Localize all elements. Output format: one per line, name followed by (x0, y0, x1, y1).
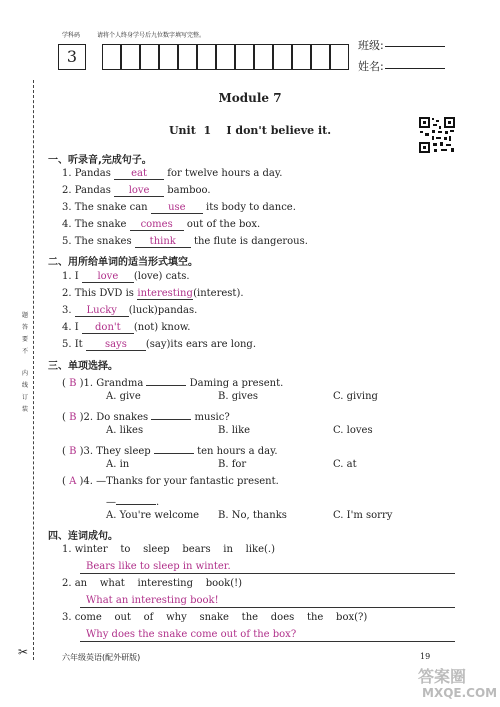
choice-answer[interactable]: B (69, 446, 77, 457)
list-item: 1. I love (love) cats. (62, 271, 190, 282)
question-row: ( B )2. Do snakes music? (62, 408, 230, 424)
answer-line (80, 607, 455, 608)
section-1-heading: 一、听录音,完成句子。 (48, 155, 152, 166)
id-digit-box[interactable] (121, 44, 140, 70)
id-digit-box[interactable] (178, 44, 197, 70)
binding-line (33, 80, 34, 660)
list-item: 4. I don't (not) know. (62, 322, 191, 333)
section-2-heading: 二、用所给单词的适当形式填空。 (48, 257, 198, 268)
class-field[interactable] (385, 46, 445, 47)
choice-answer[interactable]: B (69, 412, 77, 423)
word-list: 2. an what interesting book(!) (62, 578, 243, 589)
unit-title: Unit 1 I don't believe it. (168, 124, 332, 137)
id-digit-box[interactable] (311, 44, 330, 70)
question-row: ( B )3. They sleep ten hours a day. (62, 442, 278, 458)
subject-code-box: 3 (58, 44, 86, 70)
option-c[interactable]: C. I'm sorry (333, 510, 393, 521)
list-item: 3. The snake can use its body to dance. (62, 202, 296, 213)
list-item: 5. It says (say)its ears are long. (62, 339, 257, 350)
class-label: 班级: (358, 39, 384, 52)
answer-sentence[interactable]: What an interesting book! (86, 595, 219, 606)
word-list: 1. winter to sleep bears in like(.) (62, 544, 276, 555)
reply-blank: — . (106, 493, 159, 509)
answer-line (80, 641, 455, 642)
id-digit-box[interactable] (140, 44, 159, 70)
id-digit-box[interactable] (235, 44, 254, 70)
id-digit-box[interactable] (197, 44, 216, 70)
list-item: 2. This DVD is interesting(interest). (62, 288, 244, 299)
question-row: ( A )4. —Thanks for your fantastic present. (62, 476, 279, 487)
id-digit-box[interactable] (292, 44, 311, 70)
option-b[interactable]: B. No, thanks (218, 510, 287, 521)
answer-sentence[interactable]: Why does the snake come out of the box? (86, 629, 297, 640)
answer-sentence[interactable]: Bears like to sleep in winter. (86, 561, 231, 572)
list-item: 1. Pandas eat for twelve hours a day. (62, 168, 283, 179)
answer-line (80, 573, 455, 574)
footer-book-title: 六年级英语(配外研版) (62, 653, 141, 662)
id-digit-box[interactable] (330, 44, 349, 70)
option-b[interactable]: B. for (218, 459, 247, 470)
id-digit-box[interactable] (273, 44, 292, 70)
question-row: ( B )1. Grandma Daming a present. (62, 374, 283, 390)
margin-labels: 题 答 要 不 内 线 订 装 (22, 312, 29, 413)
id-digit-box[interactable] (102, 44, 121, 70)
list-item: 3. Lucky (luck)pandas. (62, 305, 198, 316)
choice-answer[interactable]: A (69, 476, 77, 487)
option-c[interactable]: C. at (333, 459, 357, 470)
id-digit-box[interactable] (254, 44, 273, 70)
option-a[interactable]: A. give (106, 391, 141, 402)
option-a[interactable]: A. likes (106, 425, 144, 436)
option-c[interactable]: C. giving (333, 391, 378, 402)
option-b[interactable]: B. like (218, 425, 251, 436)
page-number: 19 (420, 652, 431, 661)
id-digit-box[interactable] (159, 44, 178, 70)
scissors-icon: ✂ (18, 645, 29, 659)
choice-answer[interactable]: B (69, 378, 77, 389)
id-digit-box[interactable] (216, 44, 235, 70)
name-field[interactable] (385, 68, 445, 69)
watermark: 答案圈 (418, 667, 467, 686)
list-item: 4. The snake comes out of the box. (62, 219, 261, 230)
list-item: 5. The snakes think the flute is dangerous. (62, 236, 308, 247)
option-b[interactable]: B. gives (218, 391, 259, 402)
option-c[interactable]: C. loves (333, 425, 373, 436)
page-title: Module 7 (218, 91, 282, 105)
header-instruction: 请将个人终身学号后九位数字填写完整。 (97, 32, 206, 39)
name-label: 姓名: (358, 60, 384, 73)
word-list: 3. come out of why snake the does the box(?) (62, 612, 368, 623)
list-item: 2. Pandas love bamboo. (62, 185, 211, 196)
option-a[interactable]: A. in (106, 459, 130, 470)
section-4-heading: 四、连词成句。 (48, 531, 118, 542)
qr-code-icon (418, 116, 456, 154)
option-a[interactable]: A. You're welcome (106, 510, 200, 521)
section-3-heading: 三、单项选择。 (48, 361, 118, 372)
subject-code-label: 学科码 (62, 32, 81, 39)
watermark-url: MXQE.COM (422, 686, 498, 700)
